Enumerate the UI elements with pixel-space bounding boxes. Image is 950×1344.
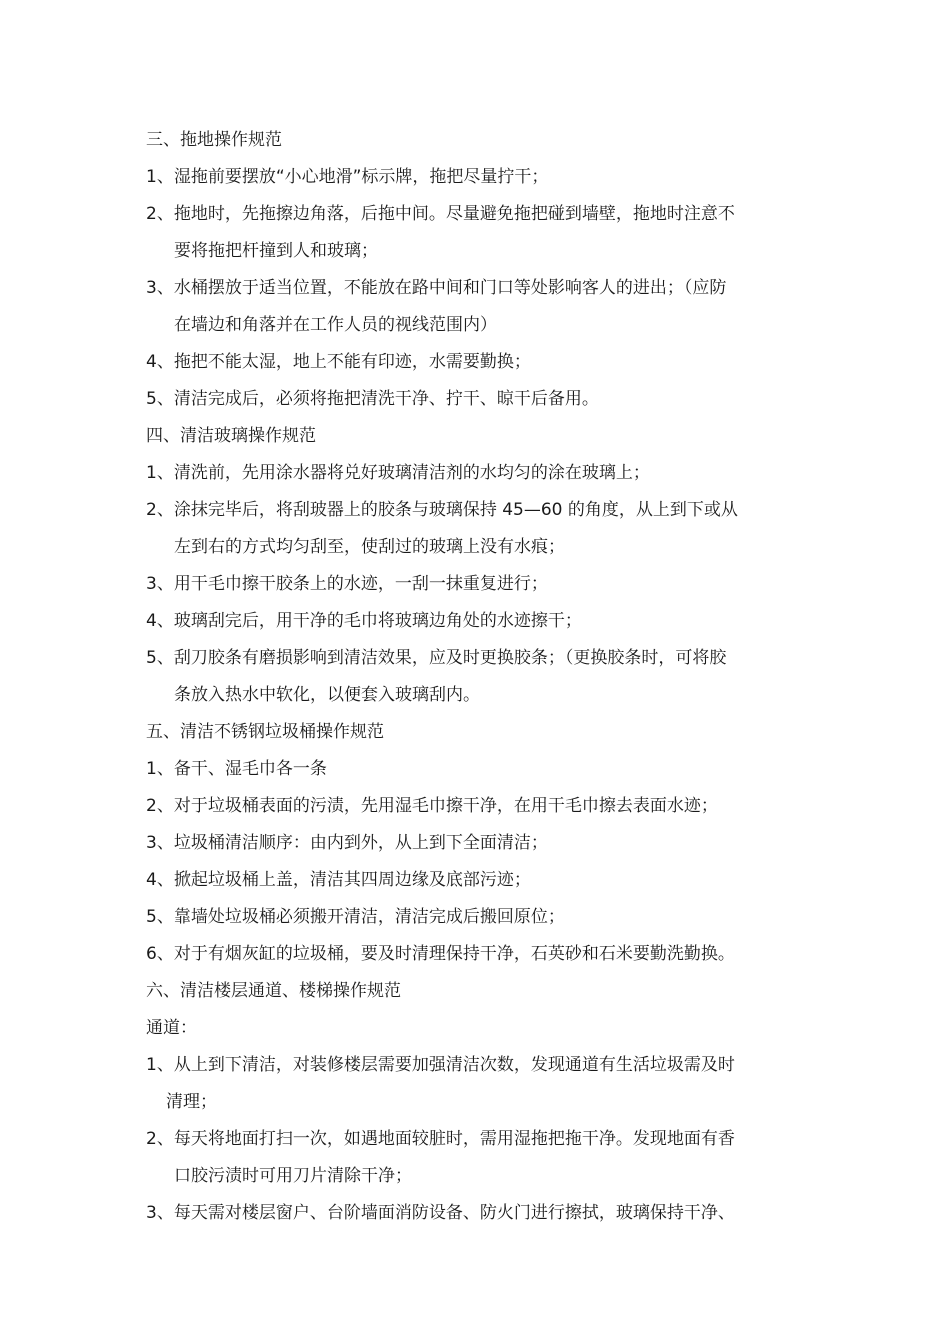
- section-heading: 五、清洁不锈钢垃圾桶操作规范: [146, 722, 384, 742]
- list-item: [146, 936, 811, 973]
- list-item-text: 5、靠墙处垃圾桶必须搬开清洁，清洁完成后搬回原位；: [146, 907, 565, 927]
- list-item-text: 1、从上到下清洁，对装修楼层需要加强清洁次数，发现通道有生活垃圾需及时: [146, 1055, 735, 1075]
- document-body: [146, 122, 811, 1232]
- section-heading: 四、清洁玻璃操作规范: [146, 426, 316, 446]
- list-item-text: 4、玻璃刮完后，用干净的毛巾将玻璃边角处的水迹擦干；: [146, 611, 582, 631]
- list-item: [146, 566, 811, 603]
- list-item-text: 1、备干、湿毛巾各一条: [146, 759, 327, 779]
- list-item: [146, 455, 811, 492]
- list-item-text: 2、拖地时，先拖擦边角落，后拖中间。尽量避免拖把碰到墙壁，拖地时注意不: [146, 204, 735, 224]
- list-item: [146, 381, 811, 418]
- list-item-continuation: 条放入热水中软化，以便套入玻璃刮内。: [174, 685, 480, 705]
- list-item-text: 2、每天将地面打扫一次，如遇地面较脏时，需用湿拖把拖干净。发现地面有香: [146, 1129, 735, 1149]
- list-item: [146, 640, 811, 714]
- list-item: [146, 270, 811, 344]
- list-item: [146, 344, 811, 381]
- list-item-text: 4、拖把不能太湿，地上不能有印迹，水需要勤换；: [146, 352, 531, 372]
- list-item: [146, 862, 811, 899]
- section-subheading: 通道：: [146, 1018, 197, 1038]
- list-item-text: 4、掀起垃圾桶上盖，清洁其四周边缘及底部污迹；: [146, 870, 531, 890]
- list-item-text: 3、每天需对楼层窗户、台阶墙面消防设备、防火门进行擦拭，玻璃保持干净、: [146, 1203, 735, 1223]
- list-item: [146, 159, 811, 196]
- list-item: [146, 1195, 811, 1232]
- list-item-continuation: 要将拖把杆撞到人和玻璃；: [174, 241, 378, 261]
- list-item: [146, 788, 811, 825]
- list-item: [146, 751, 811, 788]
- list-item-text: 3、垃圾桶清洁顺序：由内到外，从上到下全面清洁；: [146, 833, 548, 853]
- list-item: [146, 899, 811, 936]
- list-item: [146, 196, 811, 270]
- list-item-text: 2、涂抹完毕后，将刮玻器上的胶条与玻璃保持 45—60 的角度，从上到下或从: [146, 500, 738, 520]
- list-item: [146, 825, 811, 862]
- list-item-continuation: 清理；: [166, 1092, 217, 1112]
- list-item-continuation: 在墙边和角落并在工作人员的视线范围内）: [174, 315, 497, 335]
- section-heading: 三、拖地操作规范: [146, 130, 282, 150]
- list-item-text: 2、对于垃圾桶表面的污渍，先用湿毛巾擦干净，在用干毛巾擦去表面水迹；: [146, 796, 718, 816]
- list-item-text: 5、清洁完成后，必须将拖把清洗干净、拧干、晾干后备用。: [146, 389, 599, 409]
- list-item-text: 5、刮刀胶条有磨损影响到清洁效果，应及时更换胶条；（更换胶条时，可将胶: [146, 648, 727, 668]
- list-item-text: 3、用干毛巾擦干胶条上的水迹，一刮一抹重复进行；: [146, 574, 548, 594]
- list-item-text: 1、清洗前，先用涂水器将兑好玻璃清洁剂的水均匀的涂在玻璃上；: [146, 463, 650, 483]
- list-item-continuation: 口胶污渍时可用刀片清除干净；: [174, 1166, 412, 1186]
- section-heading: 六、清洁楼层通道、楼梯操作规范: [146, 981, 401, 1001]
- list-item-text: 3、水桶摆放于适当位置，不能放在路中间和门口等处影响客人的进出；（应防: [146, 278, 727, 298]
- list-item: [146, 492, 811, 566]
- list-item-text: 1、湿拖前要摆放“小心地滑”标示牌，拖把尽量拧干；: [146, 167, 549, 187]
- list-item: [146, 1121, 811, 1195]
- list-item-text: 6、对于有烟灰缸的垃圾桶，要及时清理保持干净，石英砂和石米要勤洗勤换。: [146, 944, 735, 964]
- list-item-continuation: 左到右的方式均匀刮至，使刮过的玻璃上没有水痕；: [174, 537, 565, 557]
- list-item: [146, 603, 811, 640]
- list-item: [146, 1047, 811, 1121]
